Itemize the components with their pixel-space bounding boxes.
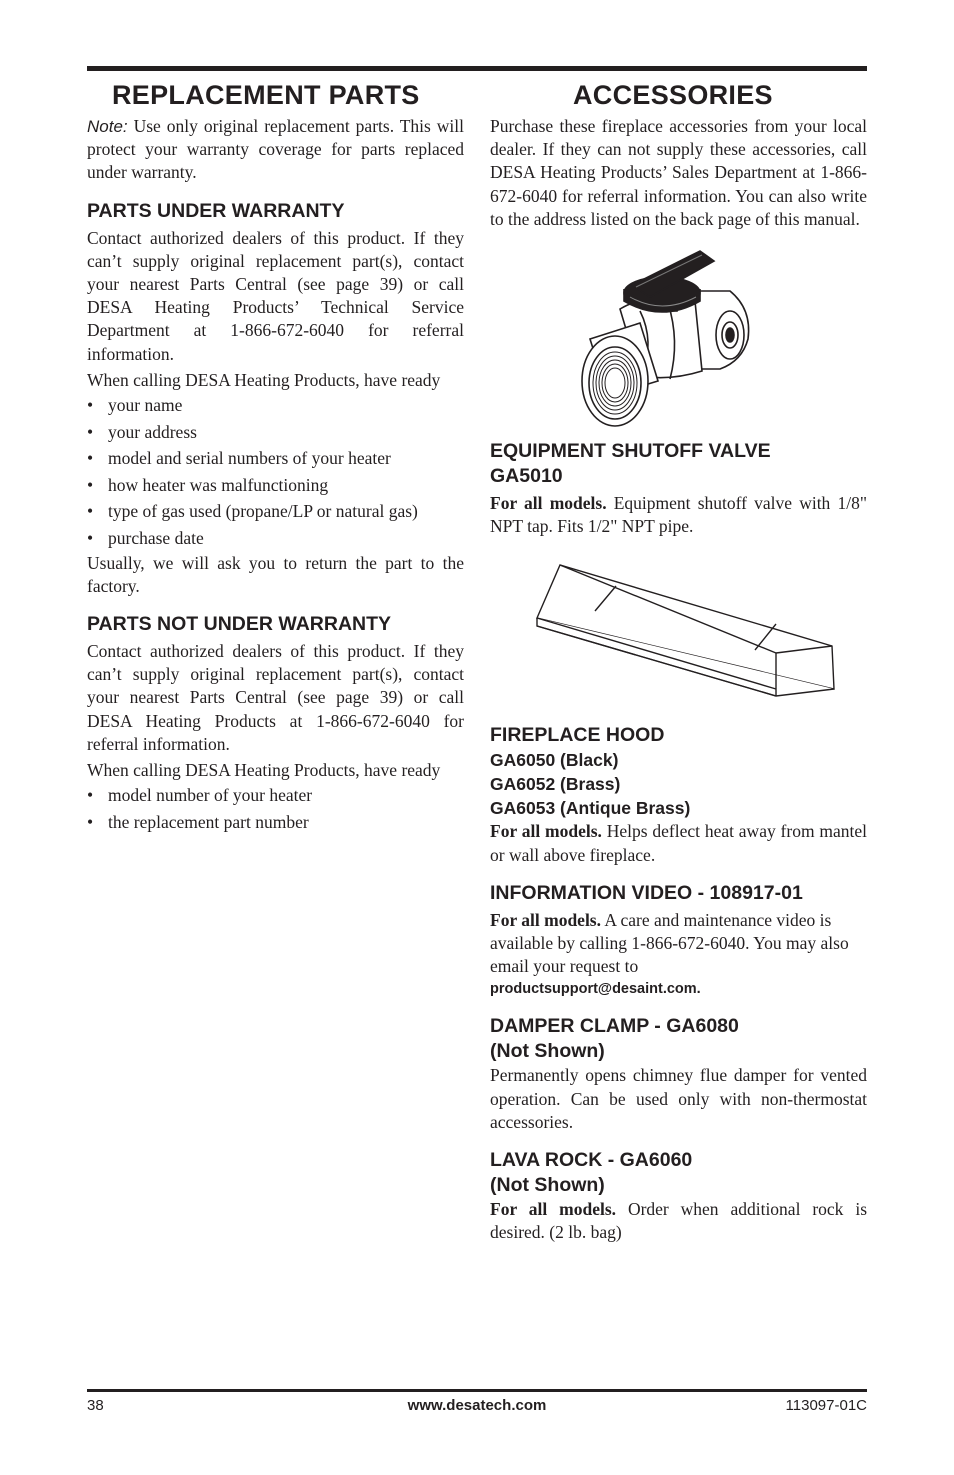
list-item: • model number of your heater (87, 785, 313, 806)
return-part-text: Usually, we will ask you to return the part to the factory. (87, 552, 464, 596)
list-item: • your name (87, 395, 183, 416)
damper-clamp-not-shown: (Not Shown) (490, 1040, 605, 1063)
damper-clamp-heading: DAMPER CLAMP - GA6080 (490, 1015, 739, 1038)
replacement-parts-title: REPLACEMENT PARTS (112, 80, 420, 110)
shutoff-valve-description: For all models. Equipment shutoff valve with 1/8" NPT tap. Fits 1/2" NPT pipe. (490, 493, 867, 537)
footer-website[interactable]: www.desatech.com (407, 1397, 547, 1414)
fireplace-hood-illustration (490, 538, 867, 723)
information-video-description: For all models. A care and maintenance video is available by calling 1-866-672-6040. You may also email your request to (490, 909, 849, 977)
accessories-title: ACCESSORIES (573, 80, 773, 110)
accessories-column (490, 78, 867, 1244)
warranty-paragraph: Contact authorized dealers of this product. If they can’t supply original replacement part(s), contact your nearest Parts Central (see page 39) or call DESA Heating Products’ Technical Service Department at 1-866-672-6040 for referral information. (87, 227, 464, 364)
fireplace-hood-description: For all models. Helps deflect heat away from mantel or wall above fireplace. (490, 821, 868, 865)
hood-model-antique-brass: GA6053 (Antique Brass) (490, 798, 691, 819)
list-item: • how heater was malfunctioning (87, 474, 329, 495)
lava-rock-description: For all models. Order when additional rock is desired. (2 lb. bag) (490, 1199, 867, 1243)
not-warranty-info-list (87, 782, 464, 835)
warranty-info-list (87, 392, 464, 552)
top-rule (87, 66, 867, 71)
support-email: productsupport@desaint.com. (490, 981, 701, 998)
note-text: Use only original replacement parts. This will protect your warranty coverage for parts replaced under warranty. (87, 116, 464, 183)
list-item: • the replacement part number (87, 811, 309, 832)
not-warranty-paragraph: Contact authorized dealers of this product. If they can’t supply original replacement part(s), contact your nearest Parts Central (see page 39) or call DESA Heating Products at 1-866-672-6040 for referral information. (87, 641, 464, 754)
information-video-heading: INFORMATION VIDEO - 108917-01 (490, 881, 803, 904)
document-code: 113097-01C (785, 1397, 867, 1414)
not-warranty-calling-text: When calling DESA Heating Products, have ready (87, 760, 441, 781)
parts-not-under-warranty-heading: PARTS NOT UNDER WARRANTY (87, 613, 392, 635)
parts-under-warranty-heading: PARTS UNDER WARRANTY (87, 199, 345, 222)
accessories-intro: Purchase these fireplace accessories from your local dealer. If they can not supply these accessories, call DESA Heating Products’ Sales Department at 1-866-672-6040 for referral information. You can also write to the address listed on the back page of this manual. (490, 116, 867, 229)
list-item: • type of gas used (propane/LP or natural gas) (87, 501, 418, 522)
list-item: • model and serial numbers of your heater (87, 448, 391, 469)
shutoff-valve-model: GA5010 (490, 465, 563, 488)
hood-model-brass: GA6052 (Brass) (490, 774, 621, 795)
list-item: • your address (87, 421, 197, 442)
page-number: 38 (87, 1397, 104, 1414)
shutoff-valve-illustration (490, 231, 867, 436)
bottom-rule (87, 1389, 867, 1392)
damper-clamp-description: Permanently opens chimney flue damper for vented operation. Can be used only with non-thermostat accessories. (490, 1065, 867, 1132)
replacement-parts-column (87, 78, 464, 835)
lava-rock-not-shown: (Not Shown) (490, 1174, 605, 1197)
warranty-calling-text: When calling DESA Heating Products, have ready (87, 369, 441, 390)
fireplace-hood-heading: FIREPLACE HOOD (490, 724, 665, 747)
shutoff-valve-heading: EQUIPMENT SHUTOFF VALVE (490, 440, 771, 463)
hood-model-black: GA6050 (Black) (490, 750, 619, 771)
note-label: Note: (87, 117, 128, 136)
lava-rock-heading: LAVA ROCK - GA6060 (490, 1149, 693, 1172)
list-item: • purchase date (87, 528, 204, 548)
note-paragraph (87, 115, 464, 185)
